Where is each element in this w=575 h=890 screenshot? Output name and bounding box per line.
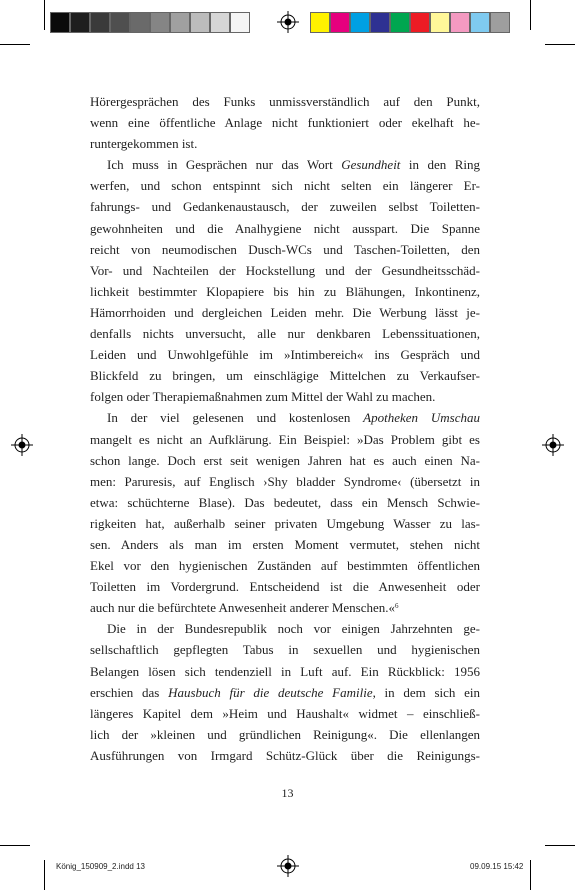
slug-filename: König_150909_2.indd 13 xyxy=(56,862,145,871)
text-line: men: Paruresis, auf Englisch ›Shy bladder Syndrome‹ (übersetzt in xyxy=(90,473,480,489)
color-swatch xyxy=(330,12,350,33)
page-number: 13 xyxy=(281,786,294,800)
gray-calibration-bar xyxy=(50,12,250,33)
text-line: rigkeiten hat, außerhalb seiner privaten Umgebung Wasser zu las- xyxy=(90,515,480,531)
paragraph xyxy=(90,618,480,766)
gray-swatch xyxy=(170,12,190,33)
text-line: Ich muss in Gesprächen nur das Wort Gesundheit in den Ring xyxy=(107,157,481,173)
footnote-marker: 6 xyxy=(395,602,399,611)
color-calibration-bar xyxy=(310,12,510,33)
text-line: lich der »kleinen und gründlichen Reinigung«. Die ellenlangen xyxy=(90,726,480,742)
text-line: wenn eine öffentliche Anlage nicht funktioniert oder ekelhaft he- xyxy=(90,115,480,131)
paragraph xyxy=(90,91,480,154)
text-line: mangelt es nicht an Aufklärung. Ein Beispiel: »Das Problem gibt es xyxy=(90,431,480,447)
text-line: runtergekommen ist. xyxy=(90,136,198,152)
crop-mark-top-left-h xyxy=(0,44,30,45)
gray-swatch xyxy=(50,12,70,33)
text-line: Hörergesprächen des Funks unmissverständlich auf den Punkt, xyxy=(90,94,480,109)
registration-mark-icon xyxy=(11,434,33,456)
crop-mark-top-right-h xyxy=(545,44,575,45)
text-line: Vor- und Nachteilen der Hockstellung und der Gesundheitsschäd- xyxy=(90,262,480,278)
gray-swatch xyxy=(150,12,170,33)
text-line: Belangen lösen sich tendenziell in Luft auf. Ein Rückblick: 1956 xyxy=(90,663,480,679)
text-line: Ekel vor den hygienischen Zuständen auf bestimmten öffentlichen xyxy=(90,558,480,574)
crop-mark-top-right-v xyxy=(530,0,531,30)
text-line: auch nur die befürchtete Anwesenheit anderer Menschen.«$^6$ xyxy=(90,600,399,616)
paragraph xyxy=(90,154,480,407)
text-line: Hämorrhoiden und dergleichen Leiden mehr. Die Werbung lässt je- xyxy=(90,304,480,320)
registration-mark-icon xyxy=(277,11,299,33)
crop-mark-bottom-left-h xyxy=(0,845,30,846)
text-line: Leiden und Unwohlgefühle im »Intimbereich« ins Gespräch und xyxy=(90,347,480,363)
color-swatch xyxy=(390,12,410,33)
color-swatch xyxy=(490,12,510,33)
gray-swatch xyxy=(70,12,90,33)
text-line: Die in der Bundesrepublik noch vor einigen Jahrzehnten ge- xyxy=(107,621,480,637)
text-line: Toiletten im Vordergrund. Entscheidend ist die Anwesenheit oder xyxy=(90,579,480,595)
gray-swatch xyxy=(190,12,210,33)
gray-swatch xyxy=(130,12,150,33)
crop-mark-bottom-right-v xyxy=(530,860,531,890)
color-swatch xyxy=(310,12,330,33)
gray-swatch xyxy=(230,12,250,33)
text-line: etwa: schüchterne Blase). Das bedeutet, dass ein Mensch Schwie- xyxy=(90,494,480,510)
gray-swatch xyxy=(90,12,110,33)
text-line: Blickfeld zu bringen, um einschlägige Mittelchen zu Verkaufser- xyxy=(90,368,480,384)
text-line: In der viel gelesenen und kostenlosen Apotheken Umschau xyxy=(107,410,480,426)
gray-swatch xyxy=(110,12,130,33)
paragraph xyxy=(90,407,480,618)
text-line: sen. Anders als man im ersten Moment vermutet, stehen nicht xyxy=(90,536,480,552)
slug-timestamp: 09.09.15 15:42 xyxy=(470,862,524,871)
text-line: reicht von neumodischen Dusch-WCs und Taschen-Toiletten, den xyxy=(90,241,480,257)
text-line: folgen oder Therapiemaßnahmen zum Mittel der Wahl zu machen. xyxy=(90,389,436,405)
text-line: schon lange. Doch erst seit wenigen Jahren hat es auch einen Na- xyxy=(90,452,480,468)
text-line: längeres Kapitel dem »Heim und Haushalt« widmet – einschließ- xyxy=(90,705,480,721)
text-line: sellschaftlich gepflegten Tabus in sexuellen und hygienischen xyxy=(90,642,480,658)
color-swatch xyxy=(430,12,450,33)
text-line: werfen, und schon entspinnt sich nicht selten ein längerer Er- xyxy=(90,178,480,194)
color-swatch xyxy=(470,12,490,33)
gray-swatch xyxy=(210,12,230,33)
crop-mark-top-left-v xyxy=(44,0,45,30)
color-swatch xyxy=(410,12,430,33)
crop-mark-bottom-right-h xyxy=(545,845,575,846)
text-line: denfalls nichts unversucht, alle nur denkbaren Lebenssituationen, xyxy=(90,326,480,342)
text-line: fahrungs- und Gedankenaustausch, der zuweilen selbst Toiletten- xyxy=(90,199,480,215)
text-line: lichkeit bestimmter Klopapiere bis hin zu Blähungen, Inkontinenz, xyxy=(90,283,480,299)
text-line: erschien das Hausbuch für die deutsche Familie, in dem sich ein xyxy=(90,684,480,700)
registration-mark-icon xyxy=(277,855,299,877)
registration-mark-icon xyxy=(542,434,564,456)
text-line: Ausführungen von Irmgard Schütz-Glück über die Reinigungs- xyxy=(90,747,480,763)
color-swatch xyxy=(370,12,390,33)
color-swatch xyxy=(350,12,370,33)
text-line: gewohnheiten und die Analhygiene nicht ausspart. Die Spanne xyxy=(90,220,480,236)
body-text xyxy=(90,91,480,766)
color-swatch xyxy=(450,12,470,33)
crop-mark-bottom-left-v xyxy=(44,860,45,890)
